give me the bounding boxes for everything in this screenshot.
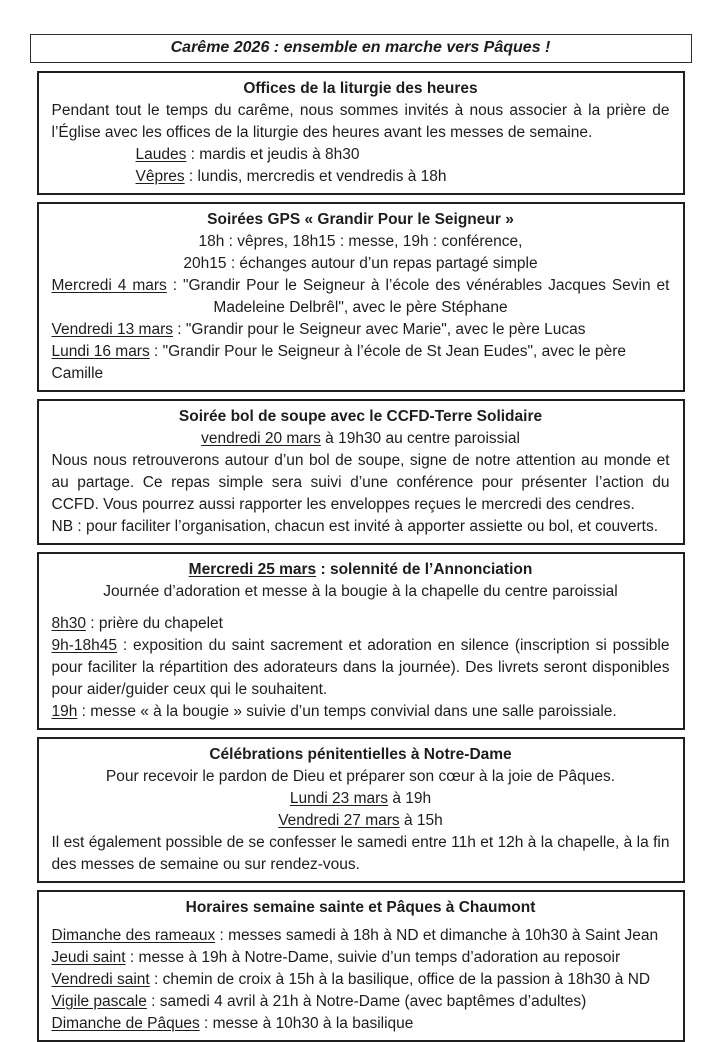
- event-date: Vendredi 27 mars: [278, 812, 400, 829]
- section-heading: Soirées GPS « Grandir Pour le Seigneur »: [207, 211, 514, 228]
- gps-schedule-line-1: 18h : vêpres, 18h15 : messe, 19h : conférence,: [198, 233, 523, 250]
- soupe-nb-note: NB : pour faciliter l’organisation, chacun est invité à apporter assiette ou bol, et couverts.: [51, 518, 659, 535]
- section-celebrations-penitentielles: [37, 737, 685, 883]
- annonciation-item: [52, 613, 670, 635]
- semaine-sainte-item: [52, 1013, 670, 1035]
- semaine-sainte-item: [52, 991, 670, 1013]
- section-heading: Offices de la liturgie des heures: [243, 80, 478, 97]
- annonciation-item: [52, 635, 670, 701]
- penitentielles-note: Il est également possible de se confesser le samedi entre 11h et 12h à la chapelle, à la fin des messes de semaine ou sur rendez-vous.: [51, 834, 670, 873]
- day-detail: : samedi 4 avril à 21h à Notre-Dame (avec baptêmes d’adultes): [146, 993, 587, 1010]
- day-name: Vigile pascale: [51, 993, 147, 1010]
- event-place: à 19h30 au centre paroissial: [320, 430, 520, 447]
- item-time: 9h-18h45: [51, 637, 118, 654]
- gps-event-line: [52, 341, 670, 385]
- event-date: Lundi 16 mars: [51, 343, 150, 360]
- heading-date: Mercredi 25 mars: [188, 561, 317, 578]
- item-time: 8h30: [51, 615, 86, 632]
- event-date: Lundi 23 mars: [289, 790, 389, 807]
- section-heading: Célébrations pénitentielles à Notre-Dame: [209, 746, 512, 763]
- vepres-line: [52, 166, 670, 188]
- annonciation-subtitle: Journée d’adoration et messe à la bougie à la chapelle du centre paroissial: [103, 583, 618, 600]
- event-date: vendredi 20 mars: [201, 430, 321, 447]
- soupe-body: Nous nous retrouverons autour d’un bol de soupe, signe de notre attention au monde et au partage. Ce repas simple sera suivi d’une conférence pour présenter l’action du CCFD. Vous pourrez aussi rapporter les enveloppes reçues le mercredi des cendres.: [51, 452, 670, 513]
- day-detail: : messes samedi à 18h à ND et dimanche à 10h30 à Saint Jean: [215, 927, 659, 944]
- day-name: Jeudi saint: [51, 949, 126, 966]
- section-intro: Pendant tout le temps du carême, nous sommes invités à nous associer à la prière de l’Église avec les offices de la liturgie des heures avant les messes de semaine.: [51, 102, 670, 141]
- item-text: : prière du chapelet: [85, 615, 223, 632]
- penitentielles-date-line: [52, 810, 670, 832]
- event-description: : "Grandir pour le Seigneur avec Marie", avec le père Lucas: [173, 321, 586, 338]
- section-heading: Soirée bol de soupe avec le CCFD-Terre Solidaire: [178, 408, 543, 425]
- office-name-vepres: Vêpres: [135, 168, 185, 185]
- day-detail: : messe à 10h30 à la basilique: [199, 1015, 414, 1032]
- section-soirees-gps: [37, 202, 685, 392]
- event-description: : "Grandir Pour le Seigneur à l’école de St Jean Eudes", avec le père Camille: [51, 343, 627, 382]
- section-heading: Horaires semaine sainte et Pâques à Chaumont: [185, 899, 536, 916]
- penitentielles-subtitle: Pour recevoir le pardon de Dieu et préparer son cœur à la joie de Pâques.: [105, 768, 616, 785]
- item-time: 19h: [51, 703, 78, 720]
- event-date: Vendredi 13 mars: [51, 321, 173, 338]
- spacer: [52, 603, 670, 613]
- heading-rest: : solennité de l’Annonciation: [316, 561, 533, 578]
- page-title-banner: [30, 34, 692, 63]
- section-semaine-sainte: [37, 890, 685, 1042]
- item-text: : messe « à la bougie » suivie d’un temps convivial dans une salle paroissiale.: [77, 703, 617, 720]
- gps-event-line: [52, 319, 670, 341]
- semaine-sainte-item: [52, 947, 670, 969]
- gps-schedule-line-2: 20h15 : échanges autour d’un repas partagé simple: [183, 255, 538, 272]
- page-title: Carême 2026 : ensemble en marche vers Pâques !: [170, 39, 551, 56]
- item-text: : exposition du saint sacrement et adoration en silence (inscription si possible pour faciliter la répartition des adorateurs dans la journée). Des livrets seront disponibles pour aider/guider ceux qui le souhaitent.: [51, 637, 670, 698]
- semaine-sainte-item: [52, 969, 670, 991]
- annonciation-item: [52, 701, 670, 723]
- day-detail: : chemin de croix à 15h à la basilique, office de la passion à 18h30 à ND: [149, 971, 651, 988]
- vepres-times: : lundis, mercredis et vendredis à 18h: [184, 168, 447, 185]
- day-name: Dimanche des rameaux: [51, 927, 216, 944]
- event-description: : "Grandir Pour le Seigneur à l’école des vénérables Jacques Sevin et Madeleine Delbrêl", avec le père Stéphane: [166, 277, 670, 316]
- day-name: Dimanche de Pâques: [51, 1015, 200, 1032]
- laudes-line: [52, 144, 670, 166]
- section-annonciation: [37, 552, 685, 730]
- semaine-sainte-item: [52, 925, 670, 947]
- office-name-laudes: Laudes: [135, 146, 187, 163]
- event-date: Mercredi 4 mars: [51, 277, 167, 294]
- penitentielles-date-line: [52, 788, 670, 810]
- section-liturgie-heures: [37, 71, 685, 195]
- day-name: Vendredi saint: [51, 971, 150, 988]
- section-bol-de-soupe: [37, 399, 685, 545]
- laudes-times: : mardis et jeudis à 8h30: [186, 146, 360, 163]
- event-time: à 15h: [399, 812, 443, 829]
- event-time: à 19h: [388, 790, 432, 807]
- section-heading: [52, 558, 670, 581]
- soupe-date-line: [52, 428, 670, 450]
- day-detail: : messe à 19h à Notre-Dame, suivie d’un temps d’adoration au reposoir: [125, 949, 621, 966]
- gps-event-line: [52, 275, 670, 319]
